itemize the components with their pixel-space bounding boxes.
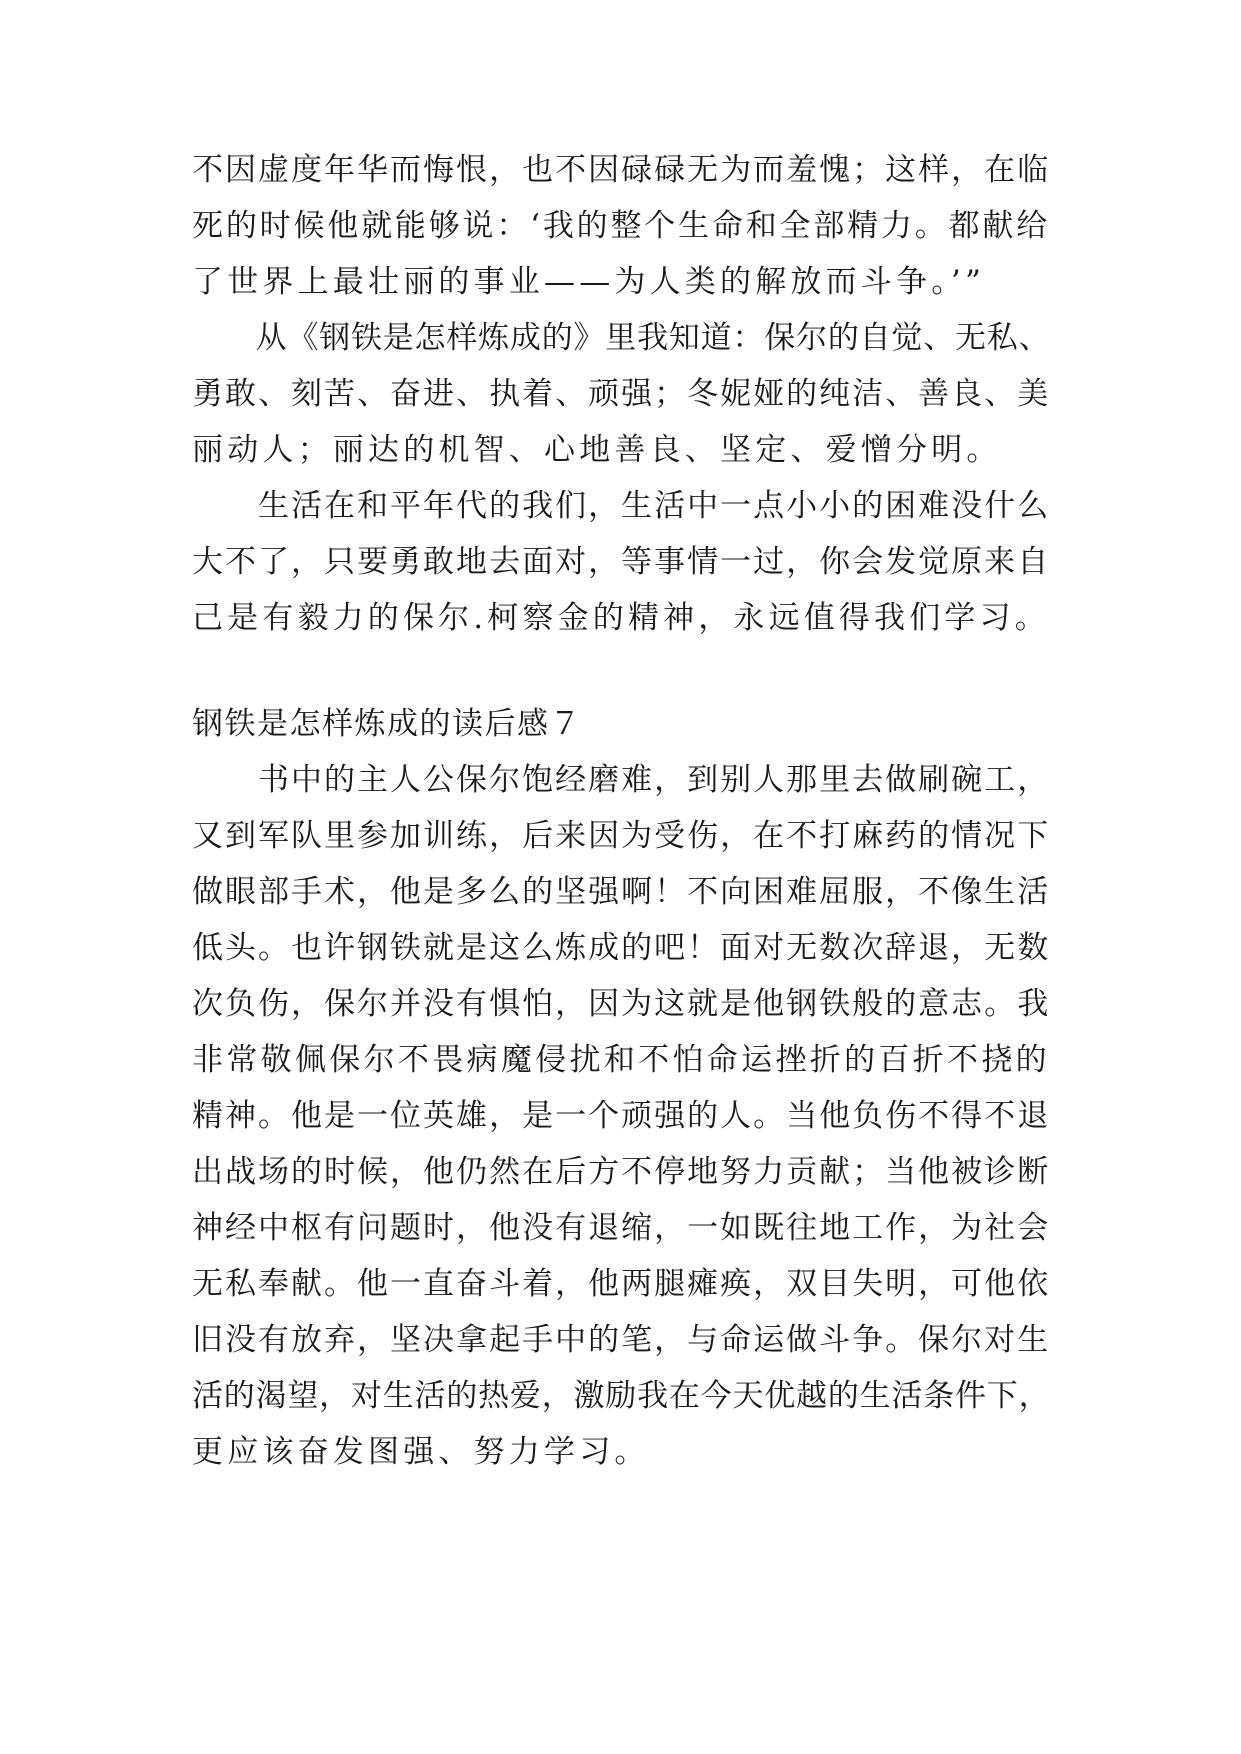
text-line: 不因虚度年华而悔恨，也不因碌碌无为而羞愧；这样，在临: [192, 152, 1051, 188]
text-line: 又到军队里参加训练，后来因为受伤，在不打麻药的情况下: [192, 818, 1051, 854]
text-line: 生活在和平年代的我们，生活中一点小小的困难没什么: [192, 488, 1051, 524]
text-line: 死的时候他就能够说：‘我的整个生命和全部精力。都献给: [192, 208, 1051, 244]
text-line: 非常敬佩保尔不畏病魔侵扰和不怕命运挫折的百折不挠的: [192, 1042, 1050, 1078]
text-line: 神经中枢有问题时，他没有退缩，一如既往地工作，为社会: [192, 1210, 1051, 1246]
text-line: 无私奉献。他一直奋斗着，他两腿瘫痪，双目失明，可他依: [192, 1266, 1051, 1302]
section-heading: 钢铁是怎样炼成的读后感７: [192, 706, 582, 742]
text-line: 大不了，只要勇敢地去面对，等事情一过，你会发觉原来自: [192, 544, 1051, 580]
text-line: 丽动人；丽达的机智、心地善良、坚定、爱憎分明。: [192, 432, 1002, 468]
text-line: 活的渴望，对生活的热爱，激励我在今天优越的生活条件下，: [192, 1378, 1051, 1414]
text-line: 出战场的时候，他仍然在后方不停地努力贡献；当他被诊断: [192, 1154, 1051, 1190]
text-line: 次负伤，保尔并没有惧怕，因为这就是他钢铁般的意志。我: [192, 986, 1051, 1022]
text-line: 书中的主人公保尔饱经磨难，到别人那里去做刷碗工，: [192, 762, 1051, 798]
text-line: 勇敢、刻苦、奋进、执着、顽强；冬妮娅的纯洁、善良、美: [192, 376, 1051, 412]
text-line: 旧没有放弃，坚决拿起手中的笔，与命运做斗争。保尔对生: [192, 1322, 1051, 1358]
text-line: 从《钢铁是怎样炼成的》里我知道：保尔的自觉、无私、: [192, 320, 1051, 356]
text-line: 了世界上最壮丽的事业——为人类的解放而斗争。’”: [192, 264, 985, 300]
text-line: 低头。也许钢铁就是这么炼成的吧！面对无数次辞退，无数: [192, 930, 1051, 966]
text-line: 己是有毅力的保尔.柯察金的精神，永远值得我们学习。: [192, 600, 1050, 636]
text-line: 更应该奋发图强、努力学习。: [192, 1434, 650, 1470]
text-line: 精神。他是一位英雄，是一个顽强的人。当他负伤不得不退: [192, 1098, 1051, 1134]
text-line: 做眼部手术，他是多么的坚强啊！不向困难屈服，不像生活: [192, 874, 1051, 910]
